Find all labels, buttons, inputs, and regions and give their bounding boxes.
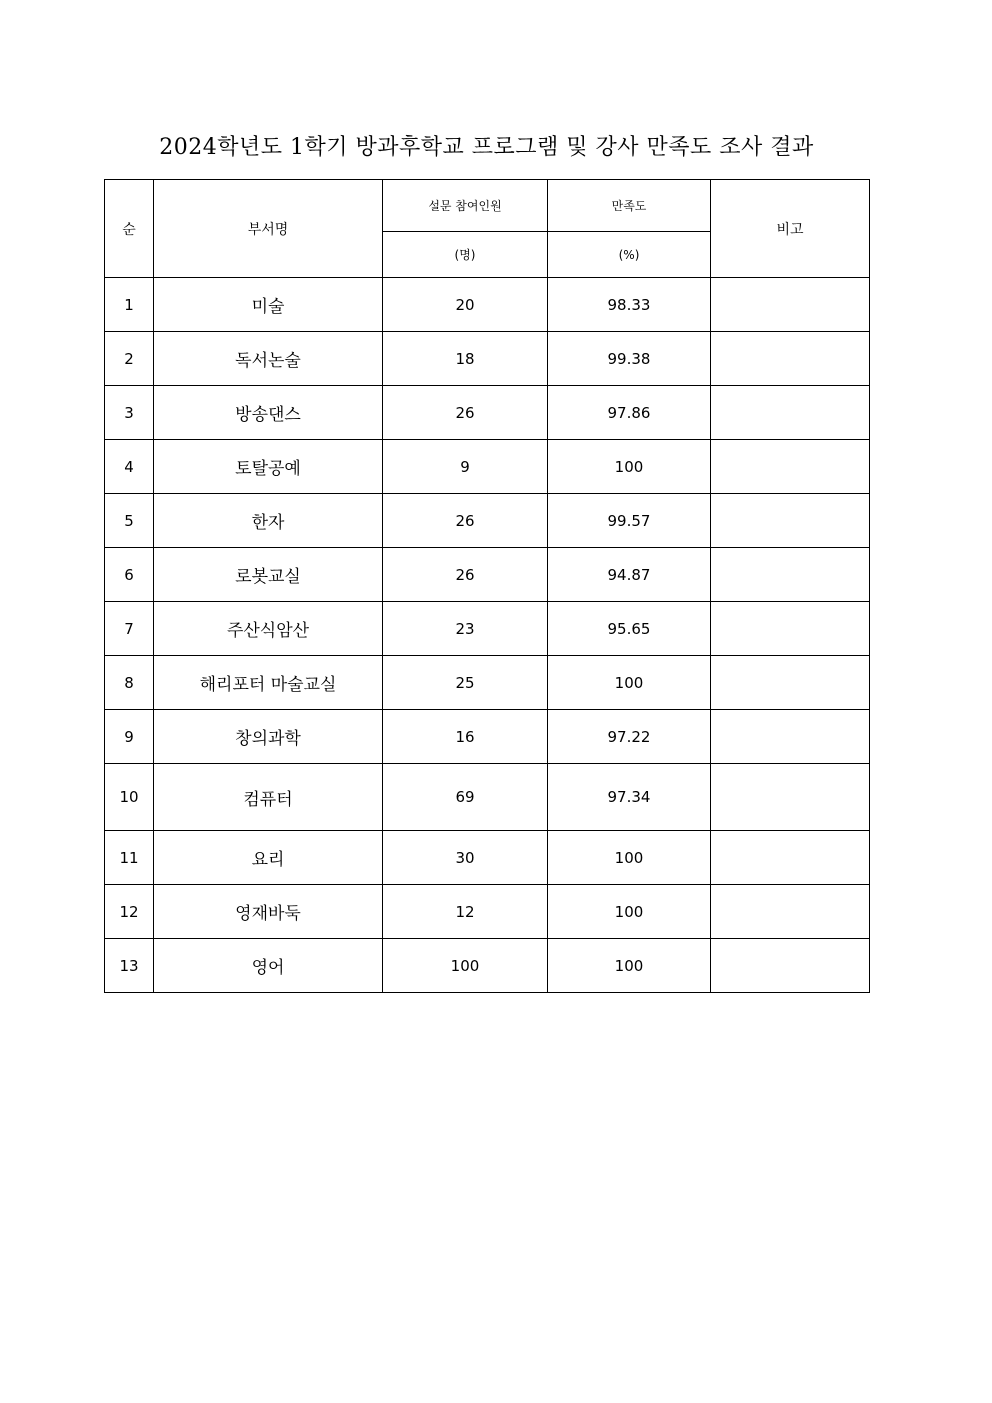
row-dept: 방송댄스 xyxy=(154,386,383,440)
row-remarks xyxy=(711,764,870,831)
row-remarks xyxy=(711,494,870,548)
row-no: 10 xyxy=(105,764,154,831)
row-no: 2 xyxy=(105,332,154,386)
table-row xyxy=(105,656,870,710)
row-participants: 12 xyxy=(383,885,548,939)
row-no: 8 xyxy=(105,656,154,710)
row-remarks xyxy=(711,656,870,710)
header-satisfaction-unit: (%) xyxy=(548,232,711,278)
row-satisfaction: 99.38 xyxy=(548,332,711,386)
row-remarks xyxy=(711,831,870,885)
row-participants: 26 xyxy=(383,494,548,548)
row-satisfaction: 97.22 xyxy=(548,710,711,764)
row-remarks xyxy=(711,332,870,386)
row-satisfaction: 100 xyxy=(548,885,711,939)
row-remarks xyxy=(711,885,870,939)
row-satisfaction: 98.33 xyxy=(548,278,711,332)
table-row xyxy=(105,278,870,332)
row-no: 7 xyxy=(105,602,154,656)
table-row xyxy=(105,548,870,602)
row-no: 12 xyxy=(105,885,154,939)
row-satisfaction: 100 xyxy=(548,831,711,885)
table-row xyxy=(105,764,870,831)
table-row xyxy=(105,494,870,548)
header-row xyxy=(105,180,870,232)
row-dept: 미술 xyxy=(154,278,383,332)
row-dept: 컴퓨터 xyxy=(154,764,383,831)
row-dept: 요리 xyxy=(154,831,383,885)
row-dept: 주산식암산 xyxy=(154,602,383,656)
row-satisfaction: 100 xyxy=(548,656,711,710)
row-remarks xyxy=(711,440,870,494)
row-dept: 영재바둑 xyxy=(154,885,383,939)
row-remarks xyxy=(711,710,870,764)
row-no: 1 xyxy=(105,278,154,332)
row-satisfaction: 99.57 xyxy=(548,494,711,548)
row-dept: 독서논술 xyxy=(154,332,383,386)
row-participants: 26 xyxy=(383,548,548,602)
header-no: 순 xyxy=(105,180,154,278)
row-participants: 23 xyxy=(383,602,548,656)
row-satisfaction: 95.65 xyxy=(548,602,711,656)
row-participants: 30 xyxy=(383,831,548,885)
header-participants-unit: (명) xyxy=(383,232,548,278)
row-no: 3 xyxy=(105,386,154,440)
header-remarks: 비고 xyxy=(711,180,870,278)
row-remarks xyxy=(711,278,870,332)
satisfaction-table xyxy=(104,179,870,993)
row-participants: 20 xyxy=(383,278,548,332)
row-participants: 18 xyxy=(383,332,548,386)
row-remarks xyxy=(711,386,870,440)
table-row xyxy=(105,939,870,993)
table-row xyxy=(105,831,870,885)
row-dept: 한자 xyxy=(154,494,383,548)
table-row xyxy=(105,386,870,440)
row-no: 6 xyxy=(105,548,154,602)
row-dept: 영어 xyxy=(154,939,383,993)
row-remarks xyxy=(711,548,870,602)
table-row xyxy=(105,332,870,386)
table-row xyxy=(105,885,870,939)
row-participants: 26 xyxy=(383,386,548,440)
row-satisfaction: 100 xyxy=(548,440,711,494)
row-dept: 해리포터 마술교실 xyxy=(154,656,383,710)
row-remarks xyxy=(711,602,870,656)
row-participants: 9 xyxy=(383,440,548,494)
row-participants: 100 xyxy=(383,939,548,993)
row-satisfaction: 94.87 xyxy=(548,548,711,602)
header-participants: 설문 참여인원 xyxy=(383,180,548,232)
header-satisfaction: 만족도 xyxy=(548,180,711,232)
row-dept: 로봇교실 xyxy=(154,548,383,602)
row-remarks xyxy=(711,939,870,993)
table-row xyxy=(105,602,870,656)
row-satisfaction: 97.86 xyxy=(548,386,711,440)
row-no: 5 xyxy=(105,494,154,548)
row-participants: 69 xyxy=(383,764,548,831)
row-no: 4 xyxy=(105,440,154,494)
row-dept: 토탈공예 xyxy=(154,440,383,494)
row-participants: 25 xyxy=(383,656,548,710)
row-no: 13 xyxy=(105,939,154,993)
document-title: 2024학년도 1학기 방과후학교 프로그램 및 강사 만족도 조사 결과 xyxy=(159,135,814,160)
table-row xyxy=(105,440,870,494)
row-no: 9 xyxy=(105,710,154,764)
row-no: 11 xyxy=(105,831,154,885)
row-satisfaction: 97.34 xyxy=(548,764,711,831)
row-satisfaction: 100 xyxy=(548,939,711,993)
table-row xyxy=(105,710,870,764)
header-dept: 부서명 xyxy=(154,180,383,278)
row-dept: 창의과학 xyxy=(154,710,383,764)
row-participants: 16 xyxy=(383,710,548,764)
